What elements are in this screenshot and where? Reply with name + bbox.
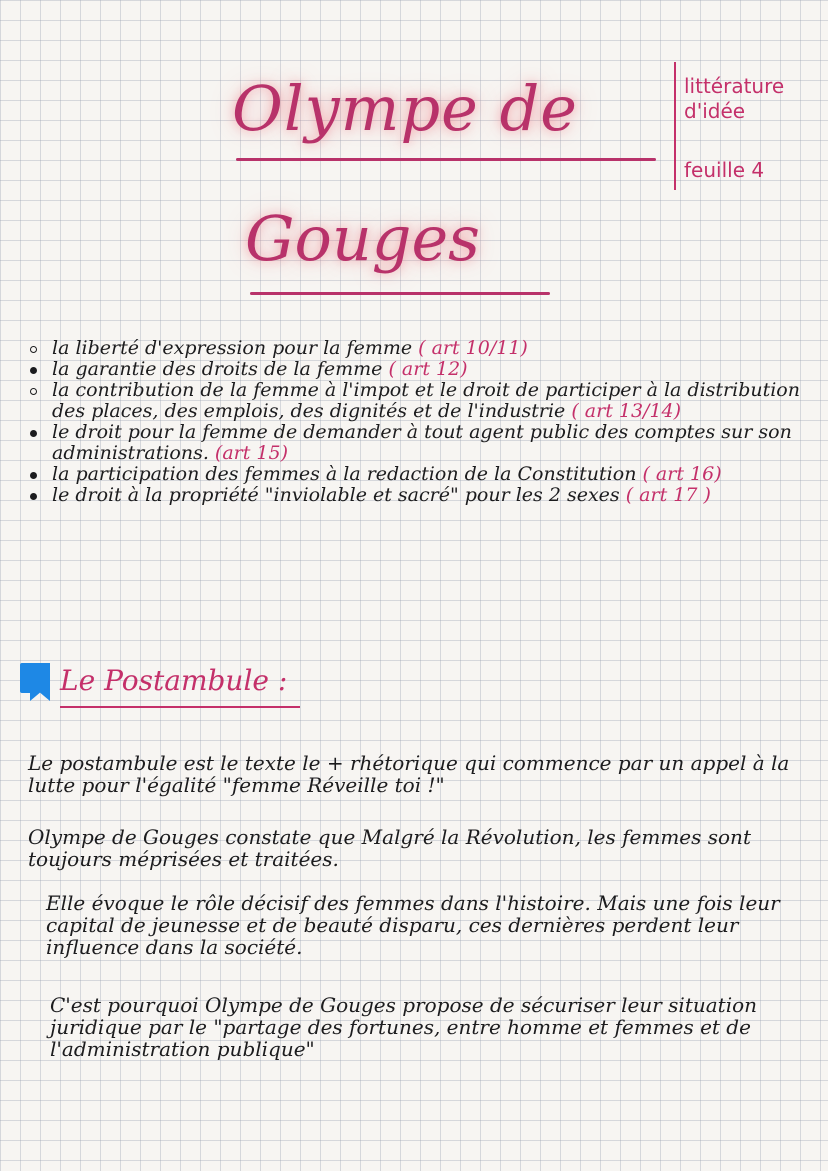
list-item-text: la contribution de la femme à l'impot et le droit de participer à la distribution des places, des emplois, des dignités et de l'industrie bbox=[52, 379, 800, 422]
articles-list bbox=[30, 338, 822, 506]
side-note-subject-2: d'idée bbox=[684, 99, 746, 123]
paragraph: C'est pourquoi Olympe de Gouges propose de sécuriser leur situation juridique par le "partage des fortunes, entre homme et femmes et de l'administration publique" bbox=[50, 993, 758, 1061]
bullet-icon bbox=[30, 346, 37, 353]
article-ref: ( art 17 ) bbox=[625, 484, 711, 506]
bullet-icon bbox=[30, 493, 37, 500]
paragraph: Elle évoque le rôle décisif des femmes dans l'histoire. Mais une fois leur capital de jeunesse et de beauté disparu, ces dernières perdent leur influence dans la société. bbox=[46, 891, 780, 959]
article-ref: ( art 13/14) bbox=[571, 400, 682, 422]
section-heading-underline bbox=[60, 706, 300, 708]
list-item bbox=[30, 464, 822, 485]
bullet-icon bbox=[30, 388, 37, 395]
list-item bbox=[30, 485, 822, 506]
paragraph: Le postambule est le texte le + rhétorique qui commence par un appel à la lutte pour l'égalité "femme Réveille toi !" bbox=[28, 751, 790, 797]
title-underline bbox=[236, 158, 656, 161]
list-item bbox=[30, 338, 822, 359]
list-item-text: le droit à la propriété "inviolable et sacré" pour les 2 sexes bbox=[52, 484, 620, 506]
side-note-sheet: feuille 4 bbox=[684, 158, 765, 182]
side-note-subject: littérature bbox=[684, 74, 785, 98]
list-item-text: le droit pour la femme de demander à tout agent public des comptes sur son administrations. bbox=[52, 421, 792, 464]
article-ref: ( art 10/11) bbox=[418, 337, 528, 359]
list-item-text: la liberté d'expression pour la femme bbox=[52, 337, 413, 359]
page-title-line1: Olympe de bbox=[232, 72, 578, 145]
list-item-text: la garantie des droits de la femme bbox=[52, 358, 383, 380]
bullet-icon bbox=[30, 367, 37, 374]
bookmark-icon bbox=[30, 663, 50, 701]
paragraph: Olympe de Gouges constate que Malgré la Révolution, les femmes sont toujours méprisées et traitées. bbox=[28, 825, 751, 871]
title-underline bbox=[250, 292, 550, 295]
list-item bbox=[30, 359, 822, 380]
section-heading: Le Postambule : bbox=[60, 664, 288, 697]
page-title-line2: Gouges bbox=[245, 202, 480, 275]
article-ref: (art 15) bbox=[214, 442, 289, 464]
article-ref: ( art 16) bbox=[642, 463, 722, 485]
bullet-icon bbox=[30, 430, 37, 437]
list-item bbox=[30, 422, 822, 464]
list-item bbox=[30, 380, 822, 422]
bullet-icon bbox=[30, 472, 37, 479]
article-ref: ( art 12) bbox=[388, 358, 468, 380]
list-item-text: la participation des femmes à la redaction de la Constitution bbox=[52, 463, 637, 485]
side-note-divider bbox=[674, 62, 676, 190]
